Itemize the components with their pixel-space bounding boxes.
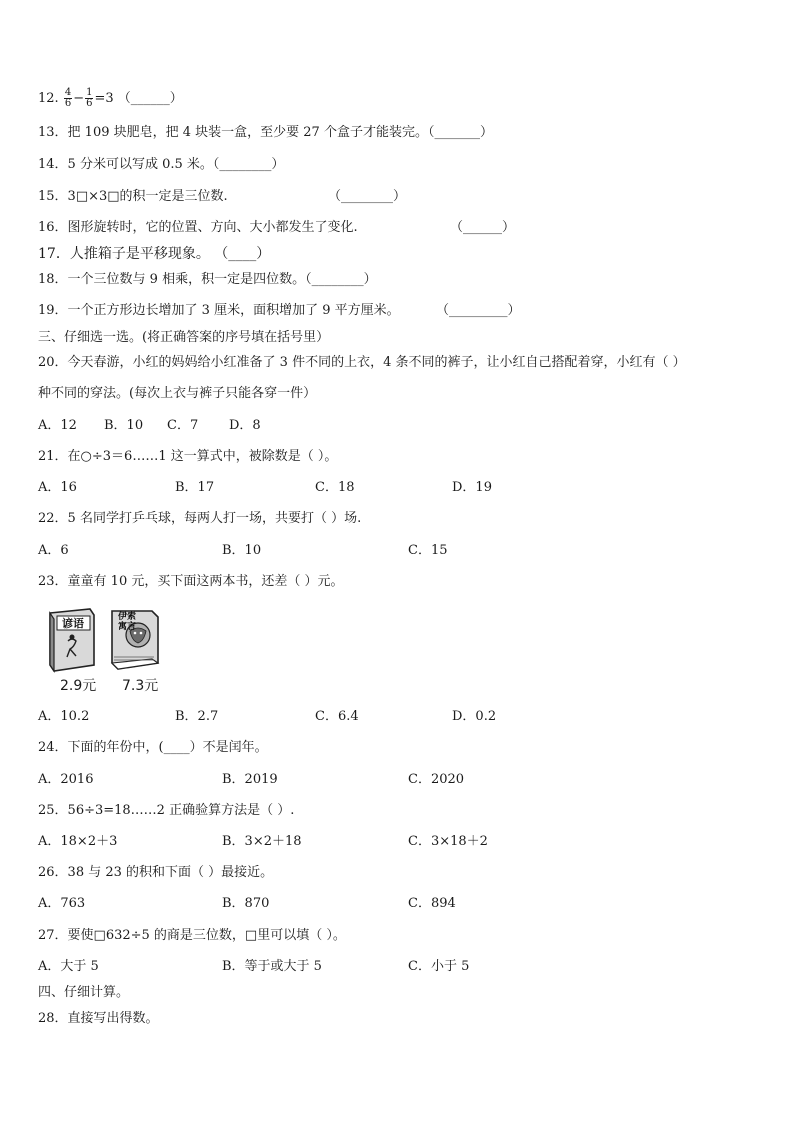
option-b: B．2.7 xyxy=(175,709,219,724)
option-a: A．12 xyxy=(38,418,77,433)
question-16-blank: （______） xyxy=(450,220,516,235)
option-c: C．6.4 xyxy=(315,709,359,724)
option-c: C．小于 5 xyxy=(408,959,470,974)
question-25: 25．56÷3=18……2 正确验算方法是（ ）. xyxy=(38,803,295,818)
option-d: D．0.2 xyxy=(452,709,497,724)
question-18: 18．一个三位数与 9 相乘，积一定是四位数。（________） xyxy=(38,272,377,287)
question-28: 28．直接写出得数。 xyxy=(38,1011,159,1026)
question-number: 12. xyxy=(38,91,59,106)
question-20-continued: 种不同的穿法。(每次上衣与裤子只能各穿一件） xyxy=(38,386,317,401)
question-15: 15．3□×3□的积一定是三位数. xyxy=(38,189,228,204)
question-26: 26．38 与 23 的积和下面（ ）最接近。 xyxy=(38,865,274,880)
question-20: 20．今天春游，小红的妈妈给小红准备了 3 件不同的上衣，4 条不同的裤子，让小红自己搭配着穿，小红有（ ） xyxy=(38,355,686,370)
question-19: 19．一个正方形边长增加了 3 厘米，面积增加了 9 平方厘米。 xyxy=(38,303,400,318)
question-16: 16．图形旋转时，它的位置、方向、大小都发生了变化. xyxy=(38,220,358,235)
option-b: B．3×2＋18 xyxy=(222,834,302,849)
svg-text:谚语: 谚语 xyxy=(62,617,84,630)
question-24: 24．下面的年份中，(____）不是闰年。 xyxy=(38,740,268,755)
option-a: A．2016 xyxy=(38,772,94,787)
option-a: A．763 xyxy=(38,896,86,911)
proverbs-book-icon xyxy=(50,609,94,671)
option-c: C．894 xyxy=(408,896,456,911)
option-b: B．17 xyxy=(175,480,215,495)
fraction-denominator: 6 xyxy=(64,98,72,109)
option-c: C．18 xyxy=(315,480,355,495)
book-1-price: 2.9元 xyxy=(60,678,97,694)
option-a: A．大于 5 xyxy=(38,959,99,974)
section-three-heading: 三、仔细选一选。(将正确答案的序号填在括号里） xyxy=(38,330,330,345)
option-d: D．19 xyxy=(452,480,492,495)
question-23: 23．童童有 10 元，买下面这两本书，还差（ ）元。 xyxy=(38,574,344,589)
option-b: B．870 xyxy=(222,896,270,911)
fraction-denominator: 6 xyxy=(86,98,93,109)
fraction-four-sixths xyxy=(64,88,72,109)
option-d: D．8 xyxy=(229,418,261,433)
option-c: C．7 xyxy=(167,418,199,433)
fraction-numerator: 1 xyxy=(86,87,93,98)
question-15-blank: （________） xyxy=(328,189,407,204)
option-c: C．2020 xyxy=(408,772,465,787)
books-image xyxy=(46,607,176,673)
option-c: C．15 xyxy=(408,543,448,558)
question-12 xyxy=(38,88,183,109)
fraction-numerator: 4 xyxy=(64,87,72,98)
option-c: C．3×18＋2 xyxy=(408,834,488,849)
section-four-heading: 四、仔细计算。 xyxy=(38,985,130,1000)
option-a: A．16 xyxy=(38,480,77,495)
option-b: B．10 xyxy=(104,418,144,433)
book-2-title: 伊索寓言 xyxy=(118,612,137,632)
book-2-price: 7.3元 xyxy=(122,678,159,694)
question-12-rest: =3 （______） xyxy=(94,91,183,106)
option-b: B．等于或大于 5 xyxy=(222,959,322,974)
question-21: 21．在○÷3＝6……1 这一算式中，被除数是（ ）。 xyxy=(38,449,338,464)
question-22: 22．5 名同学打乒乓球，每两人打一场，共要打（ ）场. xyxy=(38,511,362,526)
option-b: B．10 xyxy=(222,543,262,558)
minus-sign: − xyxy=(73,91,85,106)
option-a: A．18×2＋3 xyxy=(38,834,118,849)
question-27: 27．要使□632÷5 的商是三位数，□里可以填（ ）。 xyxy=(38,928,346,943)
fraction-one-sixth xyxy=(85,88,93,109)
books-illustration xyxy=(46,607,176,695)
option-a: A．6 xyxy=(38,543,69,558)
option-a: A．10.2 xyxy=(38,709,90,724)
question-14: 14．5 分米可以写成 0.5 米。（________） xyxy=(38,157,285,172)
option-b: B．2019 xyxy=(222,772,278,787)
question-19-blank: （_________） xyxy=(436,303,521,318)
question-13: 13．把 109 块肥皂，把 4 块装一盒，至少要 27 个盒子才能装完。（_______） xyxy=(38,125,493,140)
question-17: 17．人推箱子是平移现象。 （____） xyxy=(38,246,271,262)
